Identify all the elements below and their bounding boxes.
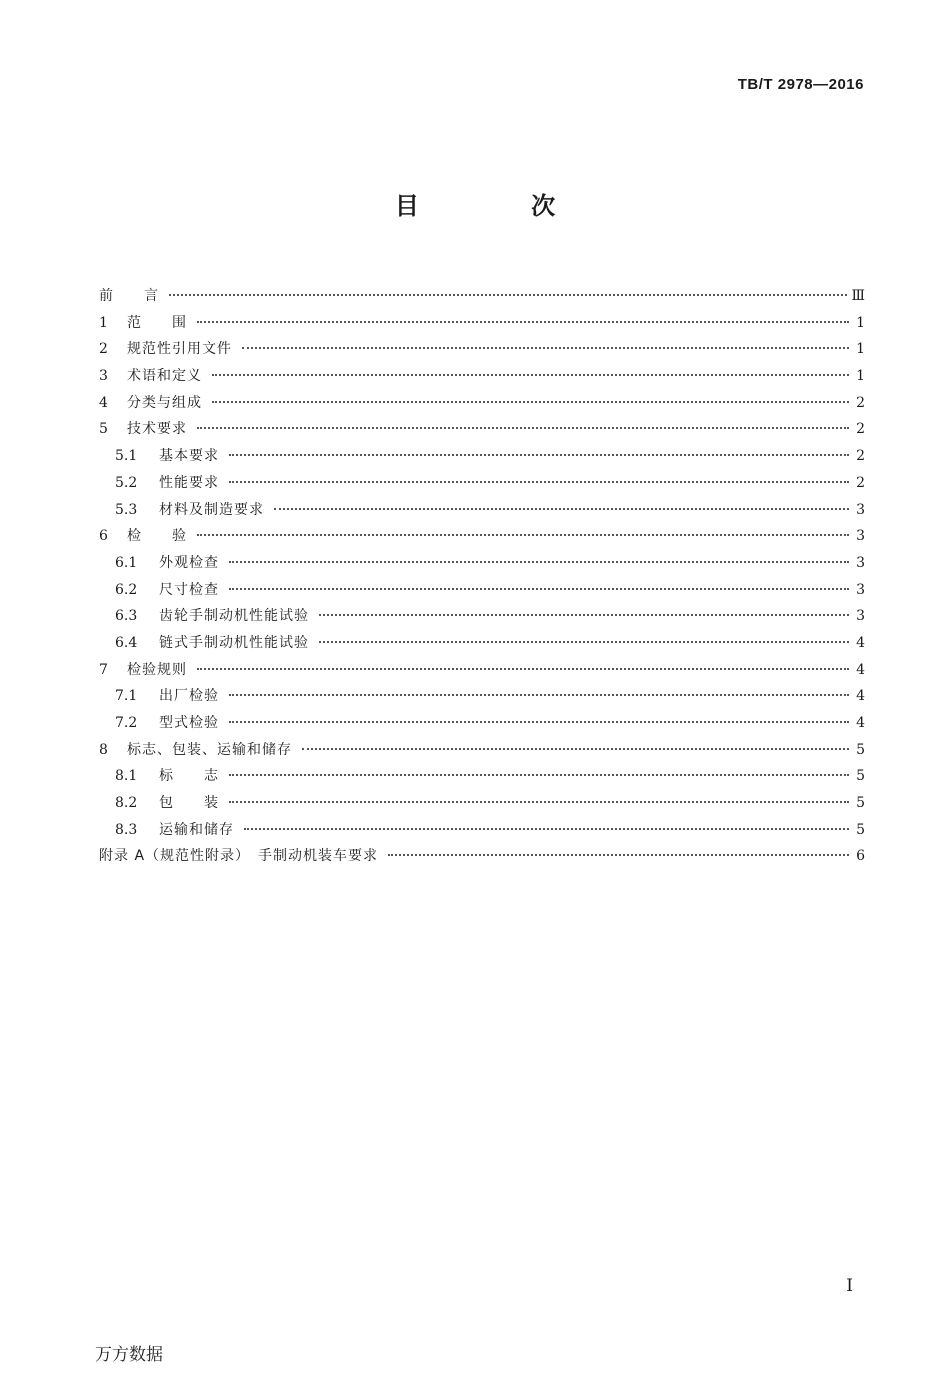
toc-entry-page: 1 [856,368,865,385]
toc-dot-leader [302,747,849,750]
toc-entry-number: 1 [99,314,108,331]
toc-entry[interactable] [99,737,865,764]
toc-entry-page: Ⅲ [851,288,865,304]
toc-entry-number: 7 [99,661,108,678]
toc-dot-leader [212,373,849,376]
toc-dot-leader [229,560,849,563]
toc-entry-label: 链式手制动机性能试验 [159,634,309,651]
toc-dot-leader [229,693,849,696]
toc-entry-page: 2 [856,421,865,438]
toc-entry-page: 5 [856,821,865,838]
toc-dot-leader [229,720,849,723]
toc-entry[interactable] [99,497,865,524]
toc-entry-number: 6.4 [115,634,138,651]
toc-entry-number: 2 [99,341,108,358]
toc-entry-page: 4 [856,715,865,731]
toc-entry-page: 5 [856,741,865,758]
toc-dot-leader [319,613,849,616]
toc-entry-label: 术语和定义 [127,368,202,385]
toc-entry-label: 性能要求 [159,474,219,491]
toc-dot-leader [197,533,849,536]
watermark-text: 万方数据 [95,1345,163,1365]
toc-entry-label: 出厂检验 [159,688,219,705]
toc-entry[interactable] [99,657,865,684]
toc-dot-leader [229,453,849,456]
toc-entry-number: 6.2 [115,581,138,598]
toc-dot-leader [229,587,849,590]
toc-entry-page: 1 [856,314,865,331]
toc-entry-page: 3 [856,554,865,571]
toc-entry-number: 3 [99,368,108,385]
toc-entry[interactable] [99,630,865,657]
toc-entry-label: 分类与组成 [127,394,202,411]
toc-entry-number: 5.1 [115,448,138,465]
toc-entry[interactable] [99,843,865,870]
toc-entry-page: 4 [856,688,865,705]
toc-entry-number: 7.1 [115,688,138,705]
toc-entry-number: 5.2 [115,474,138,491]
toc-entry-label: 材料及制造要求 [159,501,264,518]
toc-entry[interactable] [99,443,865,470]
toc-dot-leader [242,346,849,349]
toc-dot-leader [319,640,849,643]
toc-entry-page: 3 [856,608,865,625]
toc-dot-leader [169,293,847,296]
toc-entry-number: 6.3 [115,608,138,625]
toc-entry-number: 7.2 [115,715,138,731]
toc-entry[interactable] [99,790,865,817]
toc-entry-label: 标 志 [159,768,219,785]
toc-entry[interactable] [99,390,865,417]
toc-dot-leader [212,400,849,403]
toc-entry-page: 6 [856,848,865,865]
toc-entry-number: 6.1 [115,554,138,571]
toc-dot-leader [388,853,849,856]
toc-entry-number: 5 [99,421,108,438]
toc-dot-leader [274,507,849,510]
page-number: I [846,1276,853,1296]
toc-entry[interactable] [99,683,865,710]
toc-entry-page: 4 [856,634,865,651]
toc-entry[interactable] [99,336,865,363]
page-title: 目 次 [394,192,608,220]
toc-entry-label: 检 验 [127,528,187,545]
toc-entry-page: 2 [856,394,865,411]
toc-entry[interactable] [99,577,865,604]
toc-entry-label: 齿轮手制动机性能试验 [159,608,309,625]
toc-entry-label: 附录 A（规范性附录） 手制动机装车要求 [99,848,379,865]
toc-entry[interactable] [99,817,865,844]
toc-entry-label: 范 围 [127,314,187,331]
table-of-contents [99,283,865,870]
toc-entry-number: 6 [99,528,108,545]
toc-entry-page: 1 [856,341,865,358]
toc-entry-page: 5 [856,768,865,785]
toc-dot-leader [229,480,849,483]
toc-entry-number: 8.3 [115,821,138,838]
toc-entry-label: 前 言 [99,288,159,304]
toc-entry-page: 2 [856,448,865,465]
toc-dot-leader [244,827,849,830]
toc-dot-leader [197,426,849,429]
toc-entry[interactable] [99,470,865,497]
toc-entry-label: 型式检验 [159,715,219,731]
toc-entry-label: 技术要求 [127,421,187,438]
toc-entry-label: 标志、包装、运输和储存 [127,741,292,758]
toc-entry-page: 3 [856,581,865,598]
toc-entry[interactable] [99,603,865,630]
toc-entry-label: 外观检查 [159,554,219,571]
toc-entry-label: 基本要求 [159,448,219,465]
toc-entry[interactable] [99,310,865,337]
toc-entry[interactable] [99,416,865,443]
toc-entry[interactable] [99,363,865,390]
toc-entry-label: 规范性引用文件 [127,341,232,358]
toc-entry-label: 检验规则 [127,661,187,678]
toc-entry[interactable] [99,550,865,577]
standard-code: TB/T 2978—2016 [737,76,864,93]
toc-entry-page: 4 [856,661,865,678]
toc-entry-page: 3 [856,528,865,545]
toc-entry-page: 3 [856,501,865,518]
toc-dot-leader [197,320,849,323]
toc-entry-label: 包 装 [159,795,219,812]
toc-entry-number: 4 [99,394,108,411]
toc-entry-page: 5 [856,795,865,812]
toc-entry-label: 尺寸检查 [159,581,219,598]
toc-dot-leader [229,800,849,803]
toc-entry-number: 5.3 [115,501,138,518]
toc-entry[interactable] [99,710,865,737]
toc-entry[interactable] [99,523,865,550]
toc-entry-page: 2 [856,474,865,491]
toc-entry-number: 8 [99,741,108,758]
toc-entry[interactable] [99,763,865,790]
toc-entry-label: 运输和储存 [159,821,234,838]
toc-dot-leader [197,667,849,670]
toc-entry-number: 8.2 [115,795,138,812]
toc-dot-leader [229,773,849,776]
toc-entry[interactable] [99,283,865,310]
toc-entry-number: 8.1 [115,768,138,785]
